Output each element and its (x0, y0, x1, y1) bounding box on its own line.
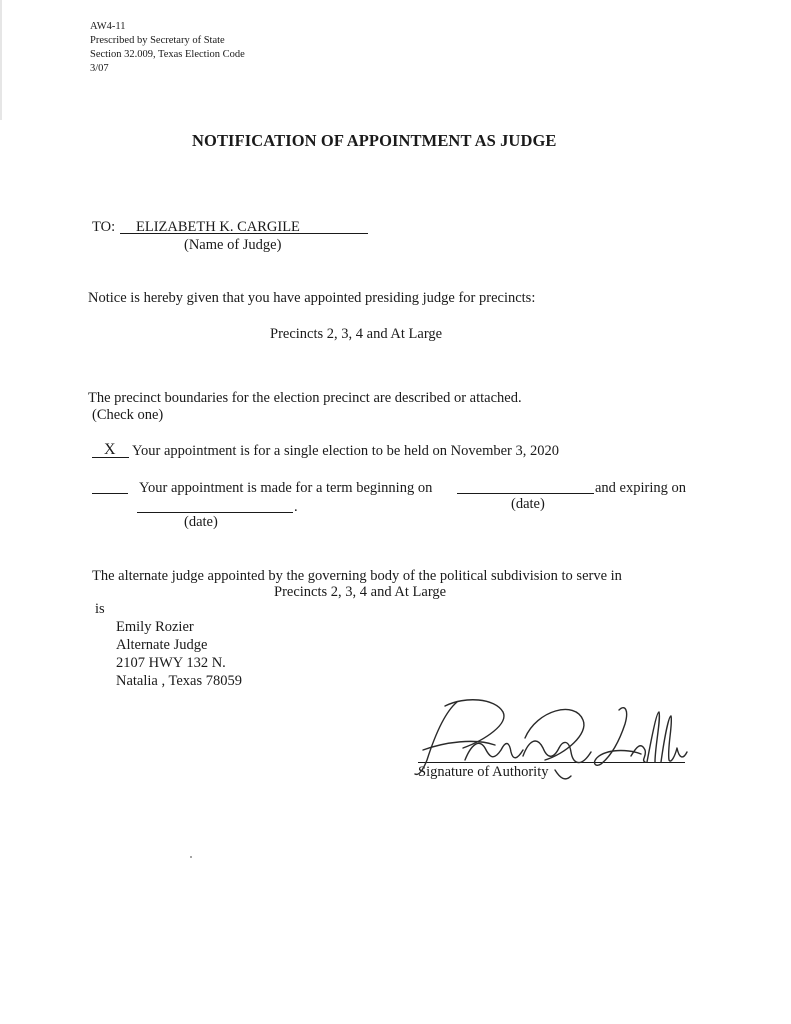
prescribed-by: Prescribed by Secretary of State (90, 35, 225, 46)
alternate-is: is (95, 601, 105, 617)
scan-edge (0, 0, 2, 120)
document-title: NOTIFICATION OF APPOINTMENT AS JUDGE (192, 131, 557, 150)
alternate-address-line-2: Natalia , Texas 78059 (116, 673, 242, 689)
notice-precincts: Precincts 2, 3, 4 and At Large (270, 326, 443, 342)
check-one-label: (Check one) (92, 407, 164, 423)
alternate-text: The alternate judge appointed by the governing body of the political subdivision to serve in (92, 568, 622, 584)
judge-name-caption: (Name of Judge) (184, 237, 282, 253)
alternate-role: Alternate Judge (116, 637, 208, 653)
form-revision: 3/07 (90, 63, 109, 74)
handwritten-signature (405, 690, 695, 790)
term-expiring-text: and expiring on (595, 480, 687, 496)
boundaries-text: The precinct boundaries for the election precinct are described or attached. (88, 390, 522, 406)
alternate-name: Emily Rozier (116, 619, 194, 635)
alternate-precincts: Precincts 2, 3, 4 and At Large (274, 584, 447, 600)
notice-text: Notice is hereby given that you have appointed presiding judge for precincts: (88, 290, 536, 306)
single-election-text: Your appointment is for a single election to be held on November 3, 2020 (132, 443, 560, 459)
term-begin-date-line (457, 493, 594, 494)
election-code-section: Section 32.009, Texas Election Code (90, 49, 245, 60)
to-label: TO: (92, 219, 116, 235)
term-check-line (92, 493, 128, 494)
term-text: Your appointment is made for a term beginning on (139, 480, 433, 496)
single-election-check-mark: X (104, 441, 116, 458)
alternate-address-line-1: 2107 HWY 132 N. (116, 655, 226, 671)
scan-speck (190, 856, 192, 858)
term-begin-date-caption: (date) (511, 496, 545, 512)
form-code: AW4-11 (90, 21, 126, 32)
signature-caption: Signature of Authority (418, 764, 549, 780)
term-end-period: . (294, 499, 298, 515)
judge-name: ELIZABETH K. CARGILE (136, 219, 300, 235)
term-end-date-caption: (date) (184, 514, 218, 530)
